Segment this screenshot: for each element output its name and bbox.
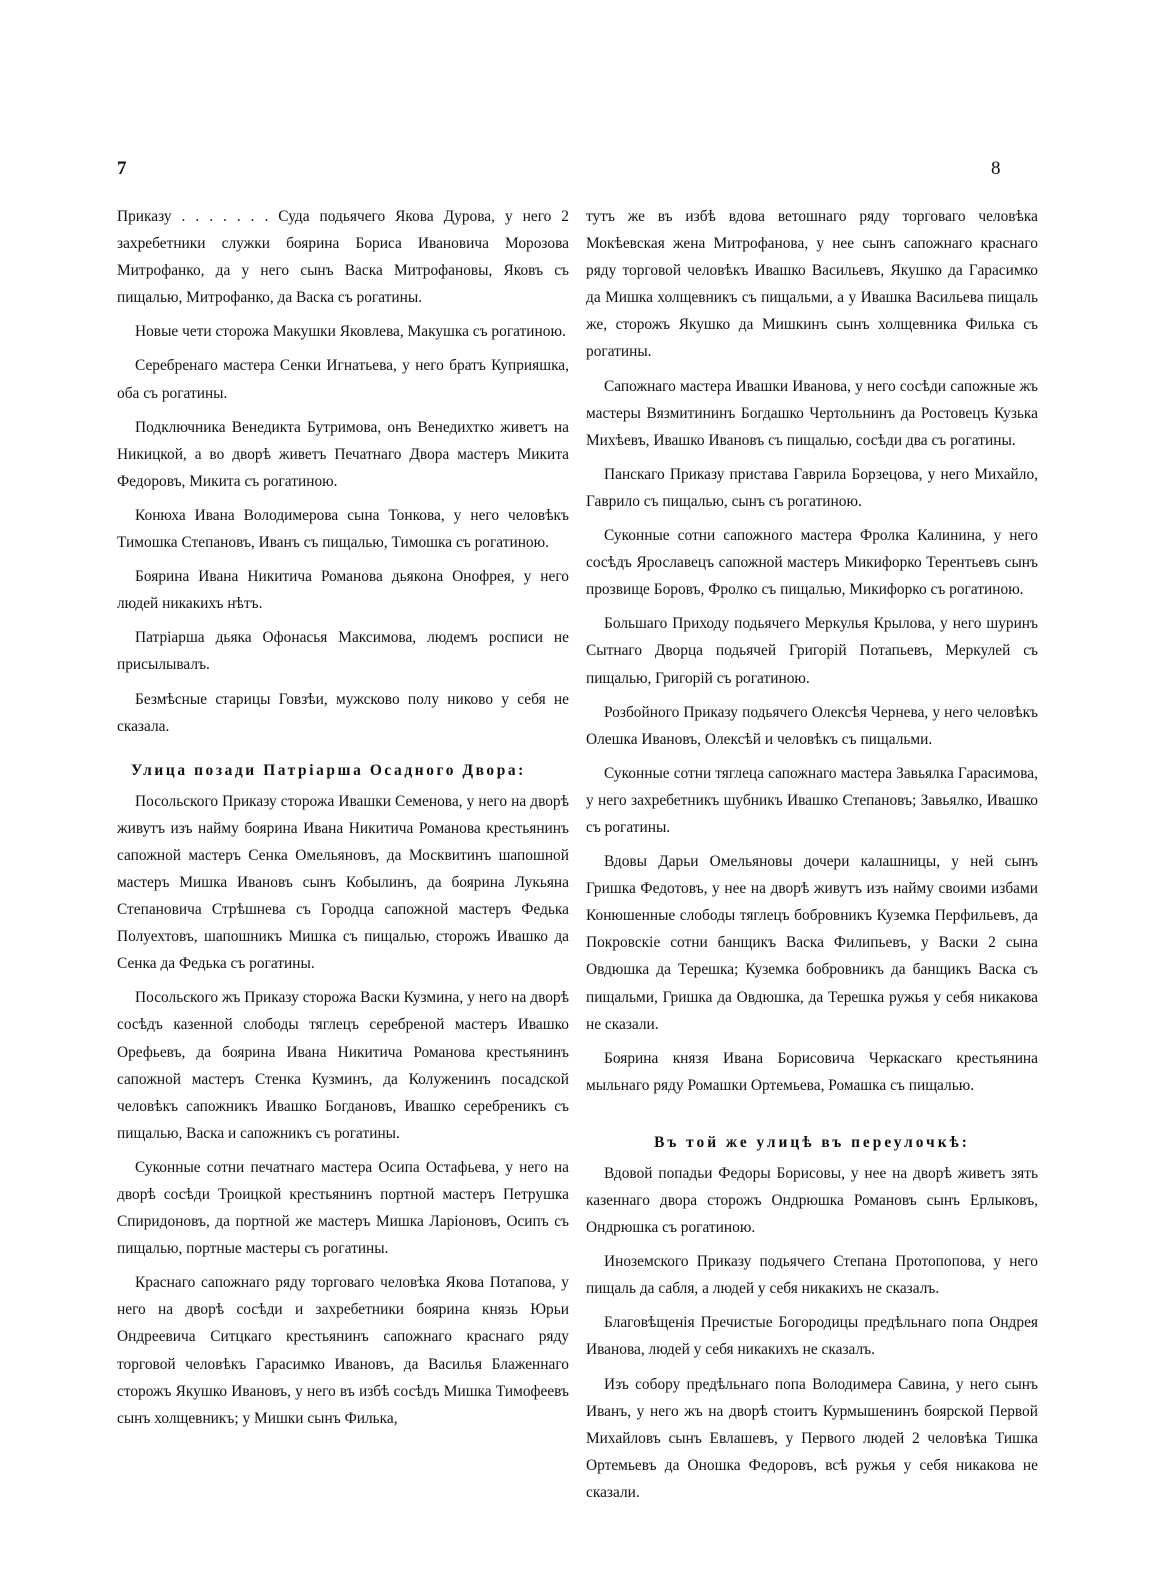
paragraph: Боярина князя Ивана Борисовича Черкаскаго крестьянина мыльнаго ряду Ромашки Ортемьева, Ромашка съ пищалью.: [586, 1049, 1038, 1094]
paragraph: Розбойного Приказу подьячего Олексѣя Чернева, у него человѣкъ Олешка Ивановъ, Олексѣй и человѣкъ съ пищальми.: [586, 703, 1038, 748]
paragraph: Подключника Венедикта Бутримова, онъ Венедихтко живетъ на Никицкой, а во дворѣ живетъ Печатнаго Двора мастеръ Микита Федоровъ, Микита съ рогатиною.: [117, 418, 569, 490]
paragraph: тутъ же въ избѣ вдова ветошнаго ряду торговаго человѣка Мокѣевская жена Митрофанова, у нее сынъ сапожнаго краснаго ряду торговой человѣкъ Ивашко Васильевъ, Якушко да Гарасимко да Мишка холщевникъ съ пищальми, а у Ивашка Васильева пищаль же, сторожъ Якушко да Мишкинъ сынъ холщевника Филька съ рогатины.: [586, 208, 1038, 361]
paragraph: Патріарша дьяка Офонасья Максимова, людемъ росписи не присылывалъ.: [117, 629, 569, 674]
paragraph: Благовѣщенія Пречистые Богородицы предѣльнаго попа Ондрея Иванова, людей у себя никакихъ не сказалъ.: [586, 1314, 1038, 1359]
page-number-left: 7: [117, 158, 127, 179]
paragraph: Конюха Ивана Володимерова сына Тонкова, у него человѣкъ Тимошка Степановъ, Иванъ съ пищалью, Тимошка съ рогатиною.: [117, 506, 569, 552]
paragraph: Серебренаго мастера Сенки Игнатьева, у него братъ Куприяшка, оба съ рогатины.: [117, 357, 569, 402]
paragraph: Вдовы Дарьи Омельяновы дочери калашницы, у ней сынъ Гришка Федотовъ, у нее на дворѣ живутъ изъ найму своими избами Конюшенные слободы тяглецъ бобровникъ Куземка Перфильевъ, да Покровскіе сотни банщикъ Васка Филипьевъ, у Васки 2 сына Овдюшка да Терешка; Куземка бобровникъ да банщикъ Васка съ пищальми, Гришка да Овдюшка, да Терешка ружья у себя никакова не сказали.: [586, 853, 1038, 1033]
section-heading: Улица позади Патріарша Осадного Двора:: [131, 761, 526, 779]
paragraph: Новые чети сторожа Макушки Яковлева, Макушка съ рогатиною.: [135, 323, 566, 341]
paragraph: Суконные сотни сапожного мастера Фролка Калинина, у него сосѣдъ Ярославецъ сапожной мастеръ Микифорко Терентьевъ сынъ прозвище Боровъ, Фролко съ пищалью, Микифорко съ рогатиною.: [586, 527, 1038, 599]
paragraph: Изъ собору предѣльнаго попа Володимера Савина, у него сынъ Иванъ, у него жъ на дворѣ стоитъ Курмышенинъ боярской Первой Михайловъ сынъ Евлашевъ, у Первого людей 2 человѣка Тишка Ортемьевъ да Оношка Федоровъ, всѣ ружья у себя никакова не сказали.: [586, 1375, 1038, 1501]
paragraph: Суконные сотни тяглеца сапожнаго мастера Завьялка Гарасимова, у него захребетникъ шубникъ Ивашко Степановъ; Завьялко, Ивашко съ рогатины.: [586, 764, 1038, 836]
right-column: [586, 203, 1038, 1513]
paragraph: Вдовой попадьи Федоры Борисовы, у нее на дворѣ живетъ зять казеннаго двора сторожъ Ондрюшка Романовъ сынъ Ерлыковъ, Ондрюшка съ рогатиною.: [586, 1164, 1038, 1237]
paragraph: Посольского Приказу сторожа Ивашки Семенова, у него на дворѣ живутъ изъ найму боярина Ивана Никитича Романова крестьянинъ сапожной мастеръ Сенка Омельяновъ, да Москвитинъ шапошной мастеръ Мишка Ивановъ сынъ Кобылинъ, да боярина Лукьяна Степановича Стрѣшнева съ Городца сапожной мастеръ Федька Полуехтовъ, шапошникъ Мишка съ пищалью, сторожъ Ивашко да Сенка да Федька съ рогатины.: [117, 792, 569, 973]
page-number-right: 8: [991, 158, 1001, 179]
paragraph: Иноземского Приказу подьячего Степана Протопопова, у него пищаль да сабля, а людей у себя никакихъ не сказалъ.: [586, 1253, 1038, 1298]
paragraph: Приказу . . . . . . . Суда подьячего Якова Дурова, у него 2 захребетники служки боярина Бориса Ивановича Морозова Митрофанко, да у него сынъ Васка Митрофановы, Яковъ съ пищалью, Митрофанко, да Васка съ рогатины.: [117, 208, 569, 307]
left-column: [117, 203, 569, 1439]
paragraph: Боярина Ивана Никитича Романова дьякона Онофрея, у него людей никакихъ нѣтъ.: [117, 568, 569, 613]
section-heading: Въ той же улицѣ въ переулочкѣ:: [654, 1133, 970, 1151]
paragraph: Посольского жъ Приказу сторожа Васки Кузмина, у него на дворѣ сосѣдъ казенной слободы тяглецъ серебреной мастеръ Ивашко Орефьевъ, да боярина Ивана Никитича Романова крестьянинъ сапожной мастеръ Стенка Кузминъ, да Колуженинъ посадской человѣкъ сапожникъ Ивашко Богдановъ, Ивашко серебреникъ съ пищалью, Васка и сапожникъ съ рогатины.: [117, 989, 569, 1142]
paragraph: Сапожнаго мастера Ивашки Иванова, у него сосѣди сапожные жъ мастеры Вязмитининъ Богдашко Чертольнинъ да Ростовецъ Кузька Михѣевъ, Ивашко Ивановъ съ пищалью, сосѣди два съ рогатины.: [586, 377, 1038, 449]
paragraph: Безмѣсные старицы Говзѣи, мужсково полу никово у себя не сказала.: [117, 690, 569, 735]
paragraph: Большаго Приходу подьячего Меркулья Крылова, у него шуринъ Сытнаго Дворца подьячей Григорій Потапьевъ, Меркулей съ пищалью, Григорій съ рогатиною.: [586, 615, 1038, 687]
paragraph: Краснаго сапожнаго ряду торговаго человѣка Якова Потапова, у него на дворѣ сосѣди и захребетники боярина князь Юрьи Ондреевича Ситцкаго крестьянинъ сапожнаго краснаго ряду торговой человѣкъ Гарасимко Ивановъ, да Василья Блаженнаго сторожъ Якушко Ивановъ, у него въ избѣ сосѣдъ Мишка Тимофеевъ сынъ холщевникъ; у Мишки сынъ Филька,: [117, 1274, 569, 1427]
paragraph: Панскаго Приказу пристава Гаврила Борзецова, у него Михайло, Гаврило съ пищалью, сынъ съ рогатиною.: [586, 465, 1038, 510]
paragraph: Суконные сотни печатнаго мастера Осипа Остафьева, у него на дворѣ сосѣди Троицкой крестьянинъ портной мастеръ Петрушка Спиридоновъ, да портной же мастеръ Мишка Ларіоновъ, Осипъ съ пищалью, портные мастеры съ рогатины.: [117, 1158, 569, 1258]
